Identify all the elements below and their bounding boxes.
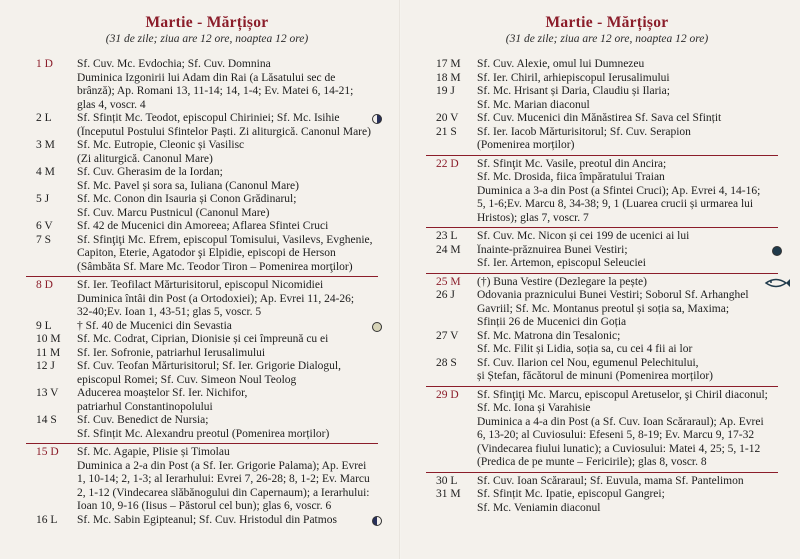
entry-line: Sf. Cuv. Teofan Mărturisitorul; Sf. Ier. Grigorie Dialogul,	[77, 360, 341, 372]
entry-date: 7 S	[36, 233, 52, 246]
entry-line: Sfinții 26 de Mucenici din Goția	[477, 316, 627, 328]
entry-line: Duminica Izgonirii lui Adam din Rai (a Lăsatului sec de	[77, 71, 336, 84]
entry-text	[477, 112, 778, 126]
entry-date: 24 M	[436, 243, 461, 256]
calendar-entry	[36, 387, 378, 414]
entry-date: 27 V	[436, 329, 459, 342]
entry-line: Sf. Sfinţit Mc. Vasile, preotul din Ancira;	[477, 157, 667, 170]
calendar-entry	[436, 230, 778, 244]
entry-line: Aducerea moaștelor Sf. Ier. Nichifor,	[77, 387, 248, 399]
entry-date: 6 V	[36, 220, 53, 232]
entry-text	[477, 158, 778, 226]
entry-line: (†) Buna Vestire (Dezlegare la pește)	[477, 275, 647, 288]
entry-date: 11 M	[36, 346, 61, 359]
entry-line: Sf. Sfințit Mc. Ipatie, episcopul Gangrei;	[477, 488, 665, 500]
entry-text	[477, 230, 778, 244]
moon-phase-icon	[772, 246, 782, 256]
entry-line: Sf. Cuv. Gherasim de la Iordan;	[77, 166, 223, 178]
month-title: Martie - Mărțișor	[545, 14, 669, 31]
entry-line: Sf. Mc. Codrat, Ciprian, Dionisie și cei împreună cu ei	[77, 333, 329, 345]
entry-line: Gavriil; Sf. Mc. Montanus preotul și soția sa, Maxima;	[477, 302, 730, 315]
entry-line: Sf. Sfinţiţi Mc. Efrem, episcopul Tomisului, Vasilevs, Evghenie,	[77, 233, 373, 246]
left-header	[36, 0, 378, 46]
entry-line: Sf. Cuv. Alexie, omul lui Dumnezeu	[477, 58, 645, 70]
entry-line: Sf. Mc. Filit și Lidia, soția sa, cu cei 4 fii ai lor	[477, 343, 693, 355]
calendar-entry	[436, 488, 778, 515]
entry-date: 19 J	[436, 85, 455, 97]
calendar-entry	[36, 333, 378, 347]
entry-line: Duminica a 4-a din Post (a Sf. Cuv. Ioan Scăraraul); Ap. Evrei	[477, 415, 764, 428]
entry-text	[477, 389, 778, 470]
entry-line: Sf. Ier. Teofilact Mărturisitorul, episcopul Nicomidiei	[77, 279, 324, 291]
entry-text	[477, 126, 778, 153]
entry-text	[77, 58, 378, 112]
entry-date: 13 V	[36, 387, 59, 399]
section-divider	[26, 276, 378, 277]
calendar-entry	[436, 289, 778, 330]
entry-date: 23 L	[436, 230, 458, 242]
calendar-entry	[36, 234, 378, 275]
left-entries	[36, 58, 378, 527]
calendar-entry	[36, 166, 378, 193]
entry-date: 2 L	[36, 112, 52, 124]
entry-date: 3 M	[36, 139, 55, 151]
entry-date: 28 S	[436, 356, 457, 369]
entry-line: brânză); Ap. Romani 13, 11-14; 14, 1-4; Ev. Matei 6, 14-21;	[77, 85, 354, 97]
entry-line: Sf. Mc. Veniamin diaconul	[477, 501, 601, 514]
entry-text	[77, 279, 378, 320]
entry-line: Sf. Ier. Sofronie, patriarhul Ierusalimului	[77, 346, 266, 359]
calendar-entry	[436, 244, 778, 271]
entry-text	[477, 330, 778, 357]
section-divider	[426, 155, 778, 156]
entry-date: 17 M	[436, 58, 461, 70]
entry-text	[77, 347, 378, 361]
calendar-entry	[36, 514, 378, 528]
entry-line: 32-40;Ev. Ioan 1, 43-51; glas 5, voscr. 5	[77, 306, 262, 318]
entry-line: Odovania praznicului Bunei Vestiri; Soborul Sf. Arhanghel	[477, 289, 749, 301]
entry-text	[77, 193, 378, 220]
calendar-entry	[36, 360, 378, 387]
month-subtitle: (31 de zile; ziua are 12 ore, noaptea 12 ore)	[105, 33, 309, 45]
section-divider	[426, 472, 778, 473]
entry-line: Sf. Cuv. Mucenici din Mănăstirea Sf. Sava cel Sfințit	[477, 112, 722, 124]
entry-line: (Vindecarea fiului lunatic); a Cuviosului: Matei 4, 25; 5, 1-12	[477, 442, 761, 455]
fish-icon	[764, 277, 790, 289]
entry-line: și Ștefan, făcătorul de minuni (Pomenirea morților)	[477, 370, 714, 382]
entry-date: 18 M	[436, 71, 461, 84]
entry-date: 14 S	[36, 414, 57, 426]
entry-line: Sf. Cuv. Mc. Evdochia; Sf. Cuv. Domnina	[77, 58, 271, 70]
entry-line: Sf. Sfinţiţi Mc. Marcu, episcopul Aretuselor, şi Chiril diaconul;	[477, 388, 768, 401]
entry-text	[77, 333, 378, 347]
month-title: Martie - Mărțișor	[145, 14, 269, 31]
entry-line: Sf. Mc. Eutropie, Cleonic și Vasilisc	[77, 139, 245, 151]
entry-line: Sf. Cuv. Mc. Nicon și cei 199 de ucenici ai lui	[477, 230, 690, 242]
entry-text	[477, 58, 778, 72]
calendar-entry	[436, 126, 778, 153]
entry-date: 22 D	[436, 157, 459, 170]
entry-text	[77, 446, 378, 514]
entry-line: Sf. Sfințit Mc. Teodot, episcopul Chiriniei; Sf. Mc. Isihie	[77, 112, 340, 124]
section-divider	[26, 443, 378, 444]
entry-date: 1 D	[36, 58, 53, 70]
entry-line: Sf. Mc. Iona și Varahisie	[477, 402, 591, 414]
calendar-entry	[36, 446, 378, 514]
entry-line: Sf. Cuv. Benedict de Nursia;	[77, 414, 209, 426]
entry-text	[477, 85, 778, 112]
entry-line: Sf. Ier. Iacob Mărturisitorul; Sf. Cuv. Serapion	[477, 125, 691, 138]
entry-text	[77, 320, 378, 334]
entry-text	[77, 414, 378, 441]
calendar-entry	[436, 85, 778, 112]
moon-phase-icon	[372, 516, 382, 526]
entry-line: Hristos); glas 7, voscr. 7	[477, 211, 589, 224]
entry-date: 16 L	[36, 513, 58, 526]
calendar-entry	[436, 72, 778, 86]
entry-text	[477, 475, 778, 489]
month-subtitle: (31 de zile; ziua are 12 ore, noaptea 12 ore)	[505, 33, 709, 45]
entry-text	[477, 276, 778, 290]
entry-text	[77, 514, 378, 528]
entry-text	[77, 387, 378, 414]
entry-date: 12 J	[36, 360, 55, 372]
entry-line: (Începutul Postului Sfintelor Paști. Zi aliturgică. Canonul Mare)	[77, 125, 371, 138]
calendar-entry	[436, 357, 778, 384]
entry-text	[77, 234, 378, 275]
entry-line: (Sâmbăta Sf. Mare Mc. Teodor Tiron – Pomenirea morţilor)	[77, 260, 353, 273]
entry-line: Sf. Sfințit Mc. Alexandru preotul (Pomenirea morților)	[77, 427, 330, 440]
entry-line: (Predica de pe munte – Fericirile); glas 8, voscr. 8	[477, 456, 707, 468]
entry-line: Sf. Mc. Matrona din Tesalonic;	[477, 329, 621, 342]
section-divider	[426, 386, 778, 387]
entry-line: Duminica întâi din Post (a Ortodoxiei); Ap. Evrei 11, 24-26;	[77, 292, 355, 305]
entry-line: † Sf. 40 de Mucenici din Sevastia	[77, 319, 232, 332]
right-page	[400, 0, 800, 559]
moon-phase-icon	[372, 114, 382, 124]
calendar-entry	[436, 112, 778, 126]
entry-date: 30 L	[436, 474, 458, 487]
entry-line: 6, 13-20; al Cuviosului: Efeseni 5, 8-19; Ev. Marcu 9, 17-32	[477, 429, 755, 441]
entry-date: 5 J	[36, 193, 50, 205]
entry-line: Sf. Ier. Artemon, episcopul Seleuciei	[477, 257, 646, 269]
entry-line: Sf. Ier. Chiril, arhiepiscopul Ierusalimului	[477, 71, 670, 84]
calendar-entry	[36, 139, 378, 166]
entry-text	[477, 72, 778, 86]
calendar-entry	[36, 347, 378, 361]
entry-line: glas 4, voscr. 4	[77, 98, 146, 111]
entry-line: Sf. Mc. Hrisant și Daria, Claudiu și Ilaria;	[477, 85, 670, 97]
entry-text	[77, 112, 378, 139]
entry-line: 2, 1-12 (Vindecarea slăbănogului din Capernaum); a Ierarhului:	[77, 486, 370, 499]
moon-phase-icon	[372, 322, 382, 332]
right-entries	[436, 58, 778, 515]
entry-line: (Pomenirea morților)	[477, 139, 575, 151]
entry-date: 26 J	[436, 289, 455, 301]
entry-date: 31 M	[436, 488, 461, 500]
entry-line: Sf. Cuv. Marcu Pustnicul (Canonul Mare)	[77, 206, 270, 219]
calendar-entry	[436, 58, 778, 72]
entry-text	[77, 166, 378, 193]
calendar-entry	[436, 475, 778, 489]
entry-text	[477, 244, 778, 271]
entry-line: episcopul Romei; Sf. Cuv. Simeon Noul Teolog	[77, 373, 297, 386]
entry-line: Sf. Mc. Conon din Isauria și Conon Grădinarul;	[77, 193, 297, 205]
entry-line: Sf. 42 de Mucenici din Amoreea; Aflarea Sfintei Cruci	[77, 220, 329, 232]
calendar-entry	[36, 320, 378, 334]
calendar-entry	[436, 330, 778, 357]
entry-date: 29 D	[436, 388, 459, 401]
entry-date: 4 M	[36, 166, 55, 178]
entry-date: 25 M	[436, 275, 461, 288]
calendar-entry	[36, 112, 378, 139]
entry-text	[477, 357, 778, 384]
calendar-entry	[436, 158, 778, 226]
entry-line: Sf. Mc. Drosida, fiica împăratului Traian	[477, 171, 665, 183]
entry-line: Sf. Cuv. Ioan Scăraraul; Sf. Euvula, mama Sf. Pantelimon	[477, 474, 744, 487]
entry-line: Ioan 10, 9-16 (Iisus – Păstorul cel bun); glas 6, voscr. 6	[77, 500, 332, 512]
section-divider	[426, 227, 778, 228]
calendar-entry	[36, 414, 378, 441]
entry-line: (Zi aliturgică. Canonul Mare)	[77, 152, 213, 165]
entry-line: Sf. Mc. Pavel și sora sa, Iuliana (Canonul Mare)	[77, 179, 299, 192]
entry-text	[477, 289, 778, 330]
entry-line: Înainte-prăznuirea Bunei Vestiri;	[477, 243, 628, 256]
entry-line: 5, 1-6;Ev. Marcu 8, 34-38; 9, 1 (Luarea crucii și urmarea lui	[477, 198, 754, 210]
entry-text	[77, 360, 378, 387]
entry-date: 10 M	[36, 333, 61, 345]
entry-line: Sf. Mc. Sabin Egipteanul; Sf. Cuv. Hristodul din Patmos	[77, 513, 337, 526]
entry-date: 9 L	[36, 319, 52, 332]
entry-date: 20 V	[436, 112, 459, 124]
section-divider	[426, 273, 778, 274]
entry-line: Capiton, Eterie, Agatodor şi Elpidie, episcopi de Herson	[77, 247, 336, 259]
entry-date: 21 S	[436, 125, 457, 138]
right-header	[436, 0, 778, 46]
calendar-entry	[36, 279, 378, 320]
entry-text	[77, 220, 378, 234]
entry-line: Sf. Mc. Agapie, Plisie și Timolau	[77, 446, 230, 458]
entry-line: Sf. Mc. Marian diaconul	[477, 98, 590, 111]
calendar-entry	[436, 389, 778, 470]
entry-date: 8 D	[36, 279, 53, 291]
entry-text	[77, 139, 378, 166]
calendar-entry	[36, 193, 378, 220]
calendar-entry	[36, 58, 378, 112]
entry-date: 15 D	[36, 446, 59, 458]
entry-line: Duminica a 2-a din Post (a Sf. Ier. Grigorie Palama); Ap. Evrei	[77, 459, 367, 472]
entry-line: Sf. Cuv. Ilarion cel Nou, egumenul Pelechitului,	[477, 356, 699, 369]
entry-text	[477, 488, 778, 515]
entry-line: 1, 10-14; 2, 1-3; al Ierarhului: Evrei 7, 26-28; 8, 1-2; Ev. Marcu	[77, 473, 370, 485]
entry-line: patriarhul Constantinopolului	[77, 400, 213, 413]
calendar-entry	[36, 220, 378, 234]
calendar-entry	[436, 276, 778, 290]
entry-line: Duminica a 3-a din Post (a Sfintei Cruci); Ap. Evrei 4, 14-16;	[477, 184, 761, 197]
